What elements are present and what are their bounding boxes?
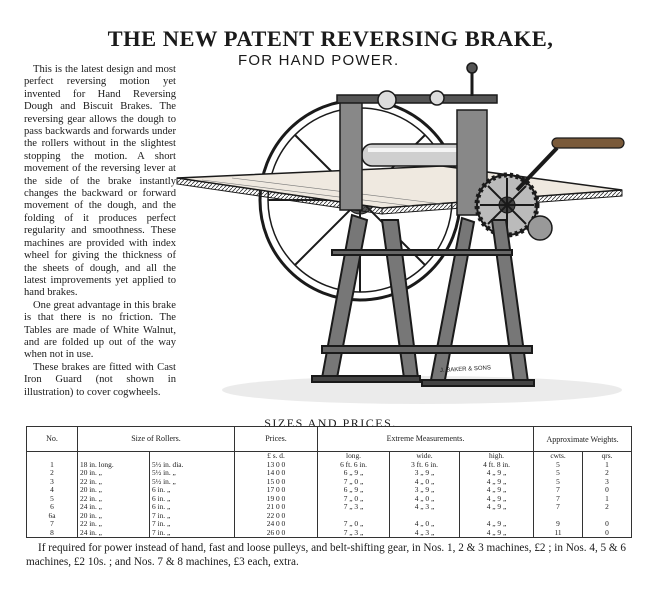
table-row	[27, 486, 632, 495]
cell-long	[318, 512, 390, 521]
cell-qrs: 0	[583, 520, 632, 529]
stand	[312, 215, 534, 386]
cell-long: 6 „ 9 „	[318, 486, 390, 495]
table-row	[27, 469, 632, 478]
cell-cwts: 5	[534, 469, 583, 478]
subheader-qrs: qrs.	[583, 452, 632, 461]
cell-qrs: 2	[583, 469, 632, 478]
cell-high: 4 „ 9 „	[460, 503, 534, 512]
cell-high: 4 „ 9 „	[460, 478, 534, 487]
cell-roll-dia: 7 in. „	[150, 512, 235, 521]
cell-qrs: 2	[583, 503, 632, 512]
dough-table	[177, 166, 622, 214]
cell-price: 13 0 0	[235, 461, 318, 470]
cell-cwts	[534, 512, 583, 521]
cell-roll-dia: 7 in. „	[150, 520, 235, 529]
rollers	[362, 144, 472, 166]
cell-cwts: 11	[534, 529, 583, 538]
table-row	[27, 478, 632, 487]
cell-no: 2	[27, 469, 78, 478]
header-measurements: Extreme Measurements.	[318, 427, 534, 452]
cell-price: 21 0 0	[235, 503, 318, 512]
cell-wide: 4 „ 0 „	[390, 478, 460, 487]
cell-long: 7 „ 3 „	[318, 503, 390, 512]
description-paragraph-1: This is the latest design and most perfect reversing motion yet invented for Hand Reversing Dough and Biscuit Brakes. The reversing gear allows the dough to pass backwards and forwards under the rollers without in the slightest stopping the motion. A short movement of the reversing lever at the side of the brake instantly changes the backward or forward movement of the dough, and the folding of it produces perfect regularity and smoothness. These machines are provided with index wheel for giving the thickness of the sheets of dough, and all the latest improvements yet applied to hand brakes.	[24, 64, 176, 299]
cell-roll-len: 20 in. „	[78, 512, 150, 521]
cell-price: 26 0 0	[235, 529, 318, 538]
description-paragraph-2: One great advantage in this brake is that there is no friction. The Tables are made of White Walnut, and are folded up out of the way when not in use.	[24, 299, 176, 361]
cell-no: 4	[27, 486, 78, 495]
cell-roll-dia: 6 in. „	[150, 503, 235, 512]
cell-wide: 4 „ 0 „	[390, 520, 460, 529]
cell-high: 4 „ 9 „	[460, 486, 534, 495]
cell-qrs	[583, 512, 632, 521]
cell-price: 19 0 0	[235, 495, 318, 504]
cell-wide: 3 ft. 6 in.	[390, 461, 460, 470]
cell-roll-len: 20 in. „	[78, 469, 150, 478]
page-subtitle: FOR HAND POWER.	[238, 52, 400, 69]
cell-cwts: 9	[534, 520, 583, 529]
subheader-wide: wide.	[390, 452, 460, 461]
cell-wide: 3 „ 9 „	[390, 486, 460, 495]
cell-qrs: 0	[583, 529, 632, 538]
cell-wide	[390, 512, 460, 521]
cell-roll-dia: 5½ in. dia.	[150, 461, 235, 470]
cell-no: 5	[27, 495, 78, 504]
cell-cwts: 7	[534, 495, 583, 504]
cell-roll-dia: 5½ in. „	[150, 478, 235, 487]
cell-roll-len: 18 in. long.	[78, 461, 150, 470]
cell-high: 4 „ 9 „	[460, 520, 534, 529]
cell-long: 7 „ 0 „	[318, 478, 390, 487]
cell-roll-len: 20 in. „	[78, 486, 150, 495]
cell-high: 4 „ 9 „	[460, 469, 534, 478]
cell-cwts: 7	[534, 486, 583, 495]
cell-qrs: 1	[583, 495, 632, 504]
cell-long: 6 ft. 6 in.	[318, 461, 390, 470]
cell-price: 22 0 0	[235, 512, 318, 521]
cell-wide: 4 „ 3 „	[390, 503, 460, 512]
cell-price: 24 0 0	[235, 520, 318, 529]
table-row	[27, 529, 632, 538]
table-body	[27, 452, 632, 538]
cell-no: 7	[27, 520, 78, 529]
cell-qrs: 0	[583, 486, 632, 495]
cell-wide: 4 „ 0 „	[390, 495, 460, 504]
cell-roll-dia: 7 in. „	[150, 529, 235, 538]
maker-mark: J. BAKER & SONS	[439, 365, 492, 374]
subheader-long: long.	[318, 452, 390, 461]
cell-no: 6a	[27, 512, 78, 521]
table-row	[27, 461, 632, 470]
cell-high: 4 „ 9 „	[460, 495, 534, 504]
table-row	[27, 495, 632, 504]
cell-cwts: 5	[534, 478, 583, 487]
cell-price: 15 0 0	[235, 478, 318, 487]
subheader-price: £ s. d.	[235, 452, 318, 461]
cell-high: 4 „ 9 „	[460, 529, 534, 538]
header-no: No.	[27, 427, 78, 452]
cell-long: 7 „ 3 „	[318, 529, 390, 538]
reversing-brake-illustration	[172, 60, 642, 415]
cell-long: 7 „ 0 „	[318, 495, 390, 504]
cell-no: 8	[27, 529, 78, 538]
footnote-text: If required for power instead of hand, fast and loose pulleys, and belt-shifting gear, in Nos. 1, 2 & 3 machines, £2 ; in Nos. 4, 5 & 6 machines, £2 10s. ; and Nos. 7 & 8 machines, £3 each, extra.	[26, 542, 627, 568]
cell-qrs: 3	[583, 478, 632, 487]
footnote	[26, 541, 640, 569]
cell-roll-len: 22 in. „	[78, 495, 150, 504]
cell-price: 14 0 0	[235, 469, 318, 478]
cell-roll-len: 24 in. „	[78, 529, 150, 538]
cell-no: 6	[27, 503, 78, 512]
cell-roll-dia: 5½ in. „	[150, 469, 235, 478]
description-text	[24, 64, 176, 399]
cell-cwts: 5	[534, 461, 583, 470]
cell-cwts: 7	[534, 503, 583, 512]
cell-roll-dia: 6 in. „	[150, 495, 235, 504]
cell-high: 4 ft. 8 in.	[460, 461, 534, 470]
cell-roll-len: 24 in. „	[78, 503, 150, 512]
cell-qrs: 1	[583, 461, 632, 470]
page-title: THE NEW PATENT REVERSING BRAKE,	[107, 26, 554, 51]
cell-long: 6 „ 9 „	[318, 469, 390, 478]
table-row	[27, 503, 632, 512]
cell-high	[460, 512, 534, 521]
cell-no: 3	[27, 478, 78, 487]
subheader-cwts: cwts.	[534, 452, 583, 461]
table-row	[27, 512, 632, 521]
cell-price: 17 0 0	[235, 486, 318, 495]
cell-wide: 4 „ 3 „	[390, 529, 460, 538]
header-weights: Approximate Weights.	[534, 427, 632, 452]
description-paragraph-3: These brakes are fitted with Cast Iron Guard (not shown in illustration) to cover cogwheels.	[24, 361, 176, 398]
sizes-and-prices-table	[26, 426, 632, 538]
cell-no: 1	[27, 461, 78, 470]
cell-roll-dia: 6 in. „	[150, 486, 235, 495]
cell-long: 7 „ 0 „	[318, 520, 390, 529]
header-rollers: Size of Rollers.	[78, 427, 235, 452]
header-prices: Prices.	[235, 427, 318, 452]
table-caption: SIZES AND PRICES.	[264, 416, 397, 430]
cell-roll-len: 22 in. „	[78, 520, 150, 529]
table-row	[27, 520, 632, 529]
subheader-high: high.	[460, 452, 534, 461]
cell-roll-len: 22 in. „	[78, 478, 150, 487]
cell-wide: 3 „ 9 „	[390, 469, 460, 478]
